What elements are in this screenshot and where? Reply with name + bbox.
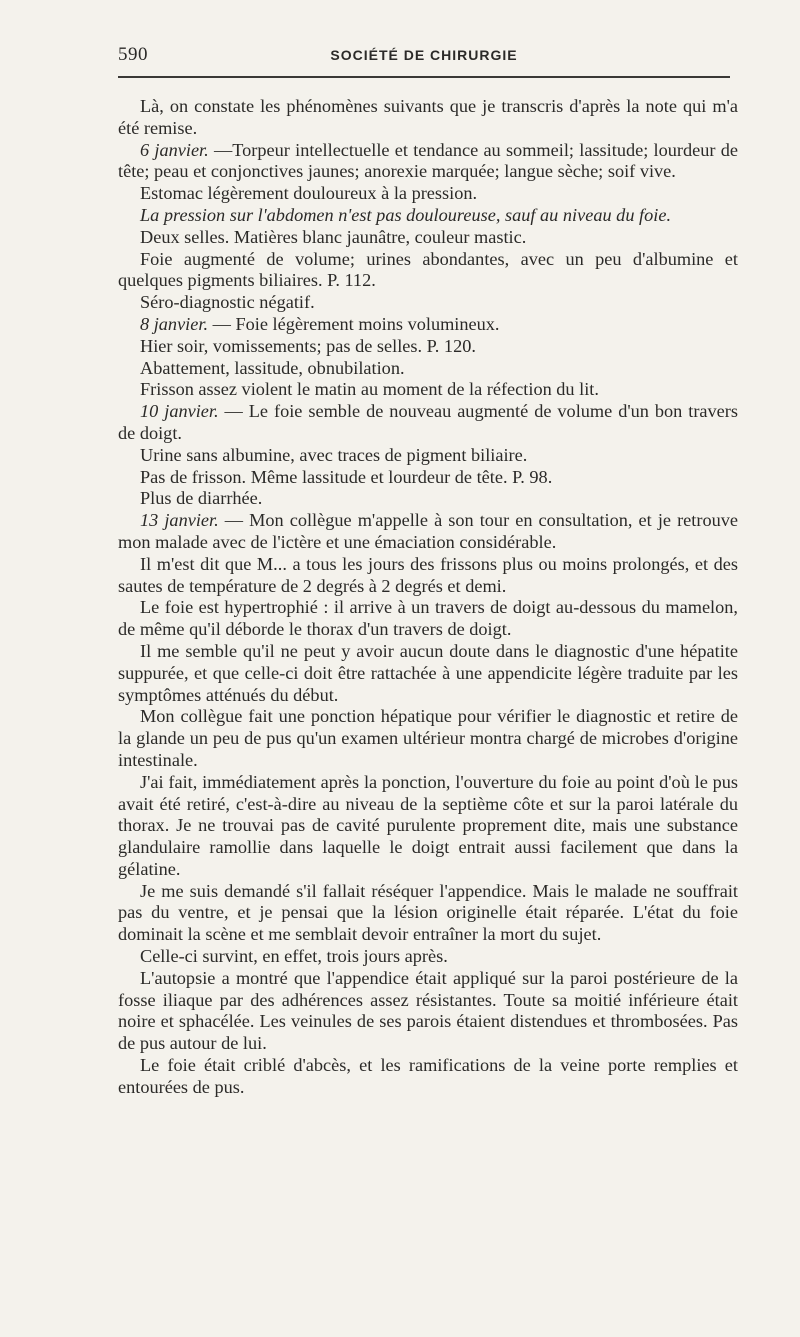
paragraph — [118, 227, 738, 249]
paragraph-text: Estomac légèrement douloureux à la pression. — [140, 183, 478, 204]
paragraph — [118, 445, 738, 467]
paragraph — [118, 968, 738, 1055]
paragraph — [118, 488, 738, 510]
paragraph — [118, 881, 738, 946]
paragraph — [118, 510, 738, 554]
paragraph-text: — Foie légèrement moins volumineux. — [208, 313, 500, 334]
paragraph — [118, 379, 738, 401]
paragraph — [118, 140, 738, 184]
paragraph-text: — Mon collègue m'appelle à son tour en consultation, et je retrouve mon malade avec de l'ictère et une émaciation considérable. — [118, 510, 738, 552]
paragraph-text: Mon collègue fait une ponction hépatique pour vérifier le diagnostic et retire de la glande un peu de pus qu'un examen ultérieur montra chargé de microbes d'origine intestinale. — [118, 706, 738, 770]
paragraph-text: Foie augmenté de volume; urines abondantes, avec un peu d'albumine et quelques pigments biliaires. P. 112. — [118, 248, 738, 291]
paragraph — [118, 336, 738, 358]
paragraph-text: Abattement, lassitude, obnubilation. — [140, 357, 405, 378]
paragraph-emphasis: 6 janvier. — [140, 139, 209, 160]
paragraph — [118, 641, 738, 706]
paragraph-text: Il me semble qu'il ne peut y avoir aucun doute dans le diagnostic d'une hépatite suppurée, et que celle-ci doit être rattachée à une appendicite légère traduite par les symptômes atténués du début. — [118, 640, 738, 705]
paragraph-text: Celle-ci survint, en effet, trois jours après. — [140, 946, 448, 967]
paragraph-text: Le foie est hypertrophié : il arrive à un travers de doigt au-dessous du mamelon, de même qu'il déborde le thorax d'un travers de doigt. — [118, 597, 738, 640]
paragraph-text: L'autopsie a montré que l'appendice était appliqué sur la paroi postérieure de la fosse iliaque par des adhérences assez résistantes. Toute sa moitié inférieure était noire et sphacélée. Les veinules de ses parois étaient distendues et thrombosées. Pas de pus autour de lui. — [118, 967, 738, 1054]
paragraph-text: Deux selles. Matières blanc jaunâtre, couleur mastic. — [140, 226, 527, 247]
body-text — [118, 96, 738, 1099]
paragraph — [118, 292, 738, 314]
paragraph-text: Pas de frisson. Même lassitude et lourdeur de tête. P. 98. — [140, 466, 553, 487]
paragraph — [118, 706, 738, 771]
paragraph-text: Le foie était criblé d'abcès, et les ramifications de la veine porte remplies et entourées de pus. — [118, 1055, 738, 1097]
paragraph — [118, 249, 738, 293]
paragraph-text: Séro-diagnostic négatif. — [140, 292, 315, 313]
paragraph — [118, 467, 738, 489]
paragraph — [118, 1055, 738, 1099]
paragraph — [118, 358, 738, 380]
paragraph-text: Urine sans albumine, avec traces de pigment biliaire. — [140, 444, 528, 465]
paragraph-text: —Torpeur intellectuelle et tendance au sommeil; lassitude; lourdeur de tête; peau et conjonctives jaunes; anorexie marquée; langue sèche; soif vive. — [118, 139, 738, 182]
paragraph-text: Je me suis demandé s'il fallait réséquer l'appendice. Mais le malade ne souffrait pas du ventre, et je pensai que la lésion originelle était réparée. L'état du foie dominait la scène et me semblait devoir entraîner la mort du sujet. — [118, 880, 738, 945]
paragraph — [118, 96, 738, 140]
paragraph-text: Hier soir, vomissements; pas de selles. P. 120. — [140, 335, 476, 356]
paragraph — [118, 772, 738, 881]
paragraph — [118, 597, 738, 641]
paragraph-emphasis: 13 janvier. — [140, 510, 219, 531]
paragraph-emphasis: La pression sur l'abdomen n'est pas douloureuse, sauf au niveau du foie. — [140, 204, 672, 225]
paragraph — [118, 314, 738, 336]
paragraph — [118, 946, 738, 968]
paragraph-emphasis: 8 janvier. — [140, 313, 209, 334]
page-number: 590 — [118, 44, 148, 65]
page-header — [118, 44, 730, 72]
paragraph-text: Là, on constate les phénomènes suivants que je transcris d'après la note qui m'a été remise. — [118, 96, 738, 138]
paragraph — [118, 554, 738, 598]
paragraph-emphasis: 10 janvier. — [140, 401, 219, 422]
paragraph — [118, 183, 738, 205]
paragraph — [118, 205, 738, 227]
paragraph-text: J'ai fait, immédiatement après la ponction, l'ouverture du foie au point d'où le pus avait été retiré, c'est-à-dire au niveau de la septième côte et sur la paroi latérale du thorax. Je ne trouvai pas de cavité purulente proprement dite, mais une substance glandulaire ramollie dans laquelle le doigt entrait aussi facilement que dans la gélatine. — [118, 771, 738, 879]
paragraph-text: Frisson assez violent le matin au moment de la réfection du lit. — [140, 379, 599, 400]
header-rule — [118, 76, 730, 78]
running-title: SOCIÉTÉ DE CHIRURGIE — [330, 47, 518, 63]
paragraph-text: Il m'est dit que M... a tous les jours des frissons plus ou moins prolongés, et des sautes de température de 2 degrés à 2 degrés et demi. — [118, 553, 738, 596]
paragraph-text: — Le foie semble de nouveau augmenté de volume d'un bon travers de doigt. — [118, 401, 738, 443]
paragraph — [118, 401, 738, 445]
paragraph-text: Plus de diarrhée. — [140, 488, 263, 509]
